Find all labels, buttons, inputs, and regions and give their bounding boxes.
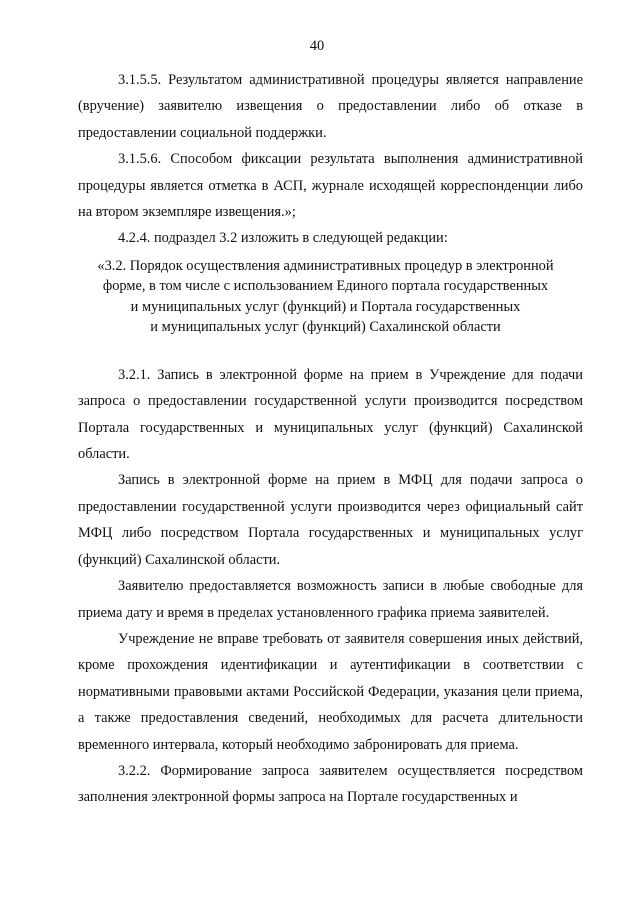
- paragraph-3-1-5-5: 3.1.5.5. Результатом административной процедуры является направление (вручение) заявителю извещения о предоставлении либо об отказе в предоставлении социальной поддержки.: [78, 72, 583, 141]
- paragraph-institution-restrictions: Учреждение не вправе требовать от заявителя совершения иных действий, кроме прохождения идентификации и аутентификации в соответствии с нормативными правовыми актами Российской Федерации, указания цели приема, а также предоставления сведений, необходимых для расчета длительности временного интервала, который необходимо забронировать для приема.: [78, 630, 583, 753]
- page-number: 40: [309, 38, 325, 54]
- paragraph-3-2-1: 3.2.1. Запись в электронной форме на прием в Учреждение для подачи запроса о предоставлении государственной услуги производится посредством Портала государственных и муниципальных услуг (функций) Сахалинской области.: [78, 366, 583, 463]
- document-body: [78, 67, 583, 811]
- paragraph-4-2-4: 4.2.4. подраздел 3.2 изложить в следующей редакции:: [118, 230, 448, 247]
- heading-line: форме, в том числе с использованием Единого портала государственных: [102, 278, 549, 295]
- paragraph-mfc-record: Запись в электронной форме на прием в МФЦ для подачи запроса о предоставлении государственной услуги производится через официальный сайт МФЦ либо посредством Портала государственных и муниципальных услуг (функций) Сахалинской области.: [78, 472, 583, 568]
- paragraph-3-2-2: 3.2.2. Формирование запроса заявителем осуществляется посредством заполнения электронной формы запроса на Портале государственных и: [78, 762, 583, 806]
- heading-line: и муниципальных услуг (функций) Сахалинской области: [150, 319, 501, 336]
- heading-line: и муниципальных услуг (функций) и Портала государственных: [130, 298, 521, 315]
- paragraph-3-1-5-6: 3.1.5.6. Способом фиксации результата выполнения административной процедуры является отметка в АСП, журнале исходящей корреспонденции либо на втором экземпляре извещения.»;: [78, 151, 583, 221]
- section-heading-3-2: [68, 256, 583, 338]
- paragraph-applicant-record: Заявителю предоставляется возможность записи в любые свободные для приема дату и время в пределах установленного графика приема заявителей.: [78, 578, 583, 621]
- heading-line: «3.2. Порядок осуществления административных процедур в электронной: [97, 257, 554, 274]
